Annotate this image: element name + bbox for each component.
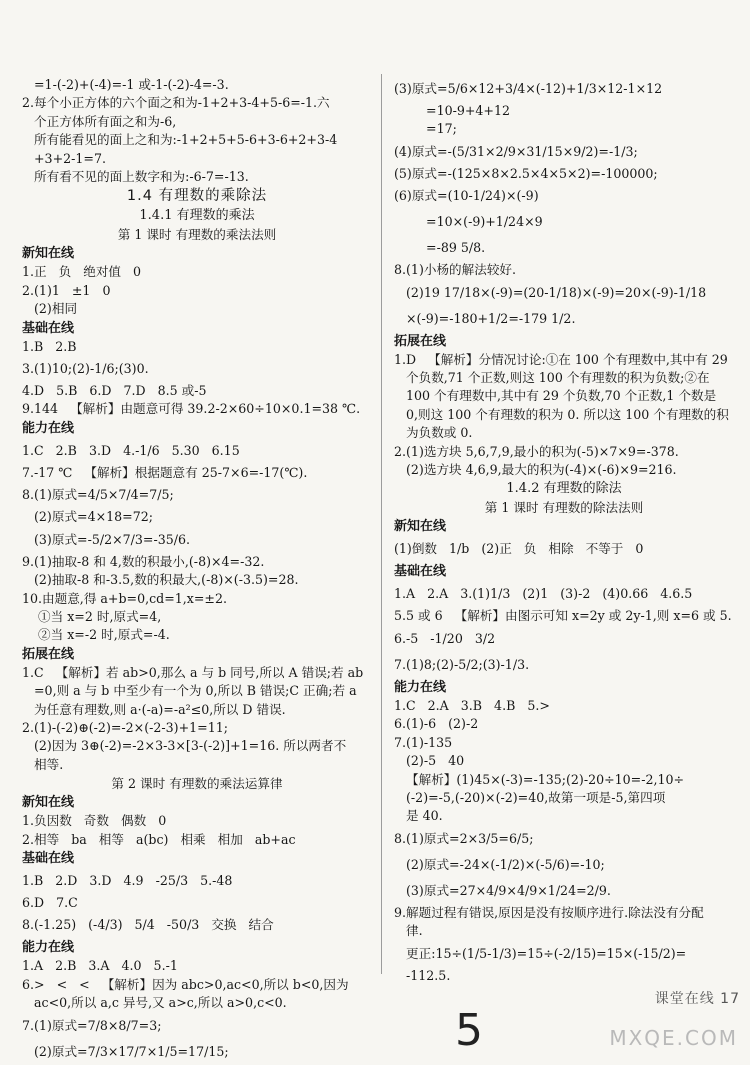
- section-heading: 新知在线: [394, 519, 447, 535]
- section-title: 1.4.1 有理数的乘法: [139, 208, 255, 224]
- text-line: (2)抽取-8 和-3.5,数的积最大,(-8)×(-3.5)=28.: [22, 572, 299, 588]
- text-line: ①当 x=2 时,原式=4,: [22, 608, 162, 624]
- formula-line: 8.(1)原式=2×3/5=6/5;: [394, 830, 534, 846]
- formula-line: (3)原式=-5/2×7/3=-35/6.: [22, 531, 191, 547]
- text-line: ②当 x=-2 时,原式=-4.: [22, 627, 170, 643]
- handwritten-page-mark: 5: [455, 1005, 483, 1056]
- formula-line: 8.(-1.25) (-4/3) 5/4 -50/3 交换 结合: [22, 917, 274, 933]
- section-heading: 能力在线: [394, 679, 447, 695]
- text-line: (2)-5 40: [394, 753, 465, 769]
- text-line: 6.> < < 【解析】因为 abc>0,ac<0,所以 b<0,因为: [22, 976, 349, 992]
- formula-line: 6.-5 -1/20 3/2: [394, 630, 496, 646]
- text-line: 2.相等 ba 相等 a(bc) 相乘 相加 ab+ac: [22, 831, 296, 847]
- text-line: 所有看不见的面上数字和为:-6-7=-13.: [22, 169, 249, 185]
- formula-line: (3)原式=27×4/9×4/9×1/24=2/9.: [394, 882, 611, 898]
- section-heading: 基础在线: [22, 850, 75, 866]
- text-line: =10-9+4+12: [394, 103, 511, 118]
- formula-line: 7.(1)8;(2)-5/2;(3)-1/3.: [394, 656, 530, 672]
- section-heading: 基础在线: [394, 564, 447, 580]
- formula-line: 3.(1)10;(2)-1/6;(3)0.: [22, 361, 149, 377]
- formula-line: (1)倒数 1/b (2)正 负 相除 不等于 0: [394, 541, 644, 557]
- text-line: 律.: [394, 923, 423, 939]
- text-line: 是 40.: [394, 808, 443, 824]
- page-footer: 课堂在线 17: [654, 991, 740, 1007]
- text-line: (2)相同: [22, 301, 78, 317]
- watermark-logo: MXQE.COM: [609, 1026, 738, 1050]
- text-line: =1-(-2)+(-4)=-1 或-1-(-2)-4=-3.: [22, 77, 229, 92]
- section-title: 1.4.2 有理数的除法: [506, 481, 622, 497]
- formula-line: 1.C 2.B 3.D 4.-1/6 5.30 6.15: [22, 442, 240, 458]
- text-line: 4.D 5.B 6.D 7.D 8.5 或-5: [22, 383, 207, 399]
- chapter-title: 1.4 有理数的乘除法: [126, 188, 268, 205]
- text-line: (2)因为 3⊕(-2)=-2×3-3×[3-(-2)]+1=16. 所以两者不: [22, 738, 347, 754]
- text-line: 9.144 【解析】由题意可得 39.2-2×60÷10×0.1=38 ℃.: [22, 401, 361, 417]
- formula-line: 8.(1)原式=4/5×7/4=7/5;: [22, 487, 174, 503]
- formula-line: (2)原式=7/3×17/7×1/5=17/15;: [22, 1043, 229, 1059]
- text-line: 8.(1)小杨的解法较好.: [394, 262, 517, 278]
- formula-line: 1.A 2.A 3.(1)1/3 (2)1 (3)-2 (4)0.66 4.6.5: [394, 586, 693, 602]
- formula-line: =10×(-9)+1/24×9: [394, 214, 543, 230]
- text-line: (2)选方块 4,6,9,最大的积为(-4)×(-6)×9=216.: [394, 462, 677, 478]
- text-line: 1.B 2.B: [22, 338, 77, 354]
- section-heading: 基础在线: [22, 320, 75, 336]
- text-line: 个负数,71 个正数,则这 100 个有理数的积为负数;②在: [394, 370, 710, 386]
- text-line: 6.(1)-6 (2)-2: [394, 716, 479, 732]
- text-line: 100 个有理数中,其中有 29 个负数,70 个正数,1 个数是: [394, 388, 717, 404]
- formula-line: (4)原式=-(5/31×2/9×31/15×9/2)=-1/3;: [394, 143, 638, 159]
- text-line: 2.(1)-(-2)⊕(-2)=-2×(-2-3)+1=11;: [22, 719, 228, 735]
- left-column: [22, 76, 372, 1065]
- text-line: 【解析】(1)45×(-3)=-135;(2)-20÷10=-2,10÷: [394, 771, 685, 787]
- text-line: 个正方体所有面之和为-6,: [22, 113, 177, 129]
- text-line: 相等.: [22, 756, 64, 772]
- formula-line: ×(-9)=-180+1/2=-179 1/2.: [394, 310, 576, 326]
- lesson-title: 第 1 课时 有理数的除法法则: [484, 500, 644, 516]
- formula-line: 7.(1)原式=7/8×8/7=3;: [22, 1017, 162, 1033]
- formula-line: (2)19 17/18×(-9)=(20-1/18)×(-9)=20×(-9)-1/18: [394, 284, 707, 300]
- section-heading: 拓展在线: [22, 646, 75, 662]
- text-line: =0,则 a 与 b 中至少有一个为 0,所以 B 错误;C 正确;若 a: [22, 683, 357, 699]
- formula-line: 1.B 2.D 3.D 4.9 -25/3 5.-48: [22, 872, 233, 888]
- text-line: 1.C 2.A 3.B 4.B 5.>: [394, 697, 550, 713]
- formula-line: =-89 5/8.: [394, 240, 486, 256]
- formula-line: 更正:15÷(1/5-1/3)=15÷(-2/15)=15×(-15/2)=: [394, 945, 687, 961]
- text-line: 1.C 【解析】若 ab>0,那么 a 与 b 同号,所以 A 错误;若 ab: [22, 664, 364, 680]
- text-line: (2)原式=4×18=72;: [22, 509, 153, 525]
- text-line: ac<0,所以 a,c 异号,又 a>c,所以 a>0,c<0.: [22, 995, 287, 1011]
- text-line: 1.负因数 奇数 偶数 0: [22, 813, 167, 829]
- text-line: 1.D 【解析】分情况讨论:①在 100 个有理数中,其中有 29: [394, 351, 728, 367]
- text-line: 所有能看见的面上之和为:-1+2+5+5-6+3-6+2+3-4: [22, 132, 338, 148]
- text-line: =17;: [394, 121, 457, 137]
- formula-line: (6)原式=(10-1/24)×(-9): [394, 188, 539, 204]
- section-heading: 新知在线: [22, 246, 75, 262]
- text-line: 为任意有理数,则 a·(-a)=-a²≤0,所以 D 错误.: [22, 701, 286, 717]
- text-line: (5)原式=-(125×8×2.5×4×5×2)=-100000;: [394, 165, 658, 181]
- text-line: 2.(1)选方块 5,6,7,9,最小的积为(-5)×7×9=-378.: [394, 443, 679, 459]
- formula-line: (3)原式=5/6×12+3/4×(-12)+1/3×12-1×12: [394, 81, 663, 96]
- section-heading: 能力在线: [22, 420, 75, 436]
- formula-line: (2)原式=-24×(-1/2)×(-5/6)=-10;: [394, 856, 605, 872]
- section-heading: 新知在线: [22, 795, 75, 811]
- section-heading: 拓展在线: [394, 333, 447, 349]
- lesson-title: 第 1 课时 有理数的乘法法则: [117, 227, 277, 243]
- text-line: 2.每个小正方体的六个面之和为-1+2+3-4+5-6=-1.六: [22, 95, 330, 111]
- text-line: 1.正 负 绝对值 0: [22, 264, 142, 280]
- text-line: +3+2-1=7.: [22, 150, 106, 166]
- text-line: 5.5 或 6 【解析】由图示可知 x=2y 或 2y-1,则 x=6 或 5.: [394, 608, 732, 624]
- text-line: 10.由题意,得 a+b=0,cd=1,x=±2.: [22, 590, 228, 606]
- text-line: 7.(1)-135: [394, 734, 453, 750]
- text-line: 2.(1)1 ±1 0: [22, 282, 111, 298]
- text-line: 1.A 2.B 3.A 4.0 5.-1: [22, 958, 178, 974]
- text-line: 9.解题过程有错误,原因是没有按顺序进行.除法没有分配: [394, 904, 704, 920]
- section-heading: 能力在线: [22, 940, 75, 956]
- right-column: [394, 76, 734, 985]
- text-line: 为负数或 0.: [394, 425, 473, 441]
- text-line: 9.(1)抽取-8 和 4,数的积最小,(-8)×4=-32.: [22, 553, 265, 569]
- text-line: (-2)=-5,(-20)×(-2)=40,故第一项是-5,第四项: [394, 789, 666, 805]
- text-line: 6.D 7.C: [22, 894, 78, 910]
- text-line: -112.5.: [394, 967, 451, 983]
- text-line: 0,则这 100 个有理数的积为 0. 所以这 100 个有理数的积: [394, 406, 729, 422]
- column-divider: [381, 74, 382, 974]
- lesson-title: 第 2 课时 有理数的乘法运算律: [111, 776, 283, 792]
- text-line: 7.-17 ℃ 【解析】根据题意有 25-7×6=-17(℃).: [22, 464, 308, 480]
